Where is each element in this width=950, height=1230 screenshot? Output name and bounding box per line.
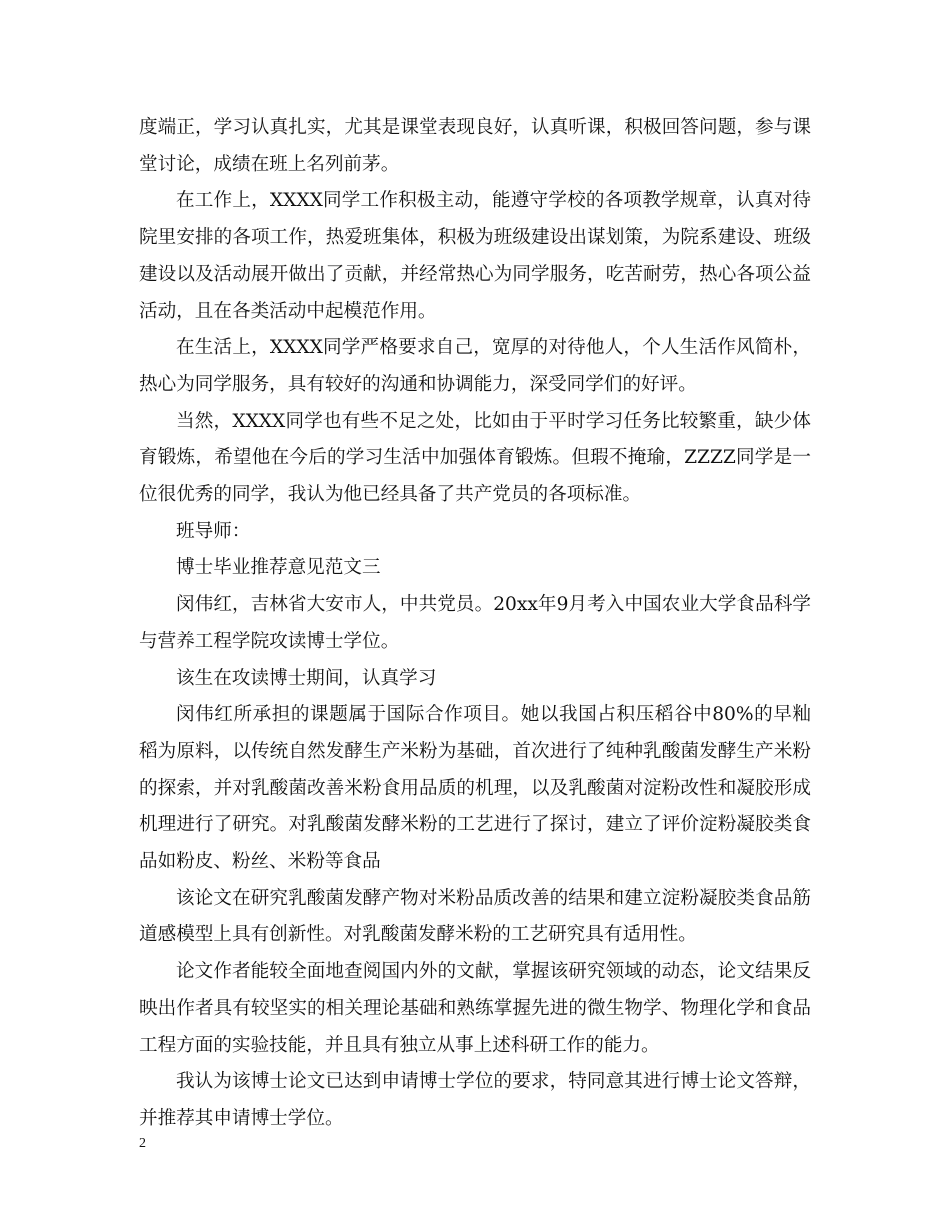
paragraph-2: 在工作上，XXXX同学工作积极主动，能遵守学校的各项教学规章，认真对待院里安排的各项工作，热爱班集体，积极为班级建设出谋划策，为院系建设、班级建设以及活动展开做出了贡献，并经常热心为同学服务，吃苦耐劳，热心各项公益活动，且在各类活动中起模范作用。 xyxy=(139,190,811,322)
paragraph-8: 该生在攻读博士期间，认真学习 xyxy=(176,667,437,689)
section-heading: 博士毕业推荐意见范文三 xyxy=(176,557,381,579)
paragraph-11: 论文作者能较全面地查阅国内外的文献，掌握该研究领域的动态，论文结果反映出作者具有较坚实的相关理论基础和熟练掌握先进的微生物学、物理化学和食品工程方面的实验技能，并且具有独立从事上述科研工作的能力。 xyxy=(139,961,811,1056)
document-body xyxy=(139,110,811,1138)
paragraph-5: 班导师： xyxy=(176,520,251,542)
paragraph-12: 我认为该博士论文已达到申请博士学位的要求，特同意其进行博士论文答辩，并推荐其申请博士学位。 xyxy=(139,1071,811,1129)
paragraph-4: 当然，XXXX同学也有些不足之处，比如由于平时学习任务比较繁重，缺少体育锻炼，希望他在今后的学习生活中加强体育锻炼。但瑕不掩瑜，ZZZZ同学是一位很优秀的同学，我认为他已经具备了共产党员的各项标准。 xyxy=(139,410,811,506)
page-number: 2 xyxy=(139,1136,146,1151)
paragraph-7: 闵伟红，吉林省大安市人，中共党员。20xx年9月考入中国农业大学食品科学与营养工程学院攻读博士学位。 xyxy=(139,594,811,652)
paragraph-9: 闵伟红所承担的课题属于国际合作项目。她以我国占积压稻谷中80%的早籼稻为原料，以传统自然发酵生产米粉为基础，首次进行了纯种乳酸菌发酵生产米粉的探索，并对乳酸菌改善米粉食用品质的机理，以及乳酸菌对淀粉改性和凝胶形成机理进行了研究。对乳酸菌发酵米粉的工艺进行了探讨，建立了评价淀粉凝胶类食品如粉皮、粉丝、米粉等食品 xyxy=(139,704,811,873)
paragraph-1: 度端正，学习认真扎实，尤其是课堂表现良好，认真听课，积极回答问题，参与课堂讨论，成绩在班上名列前茅。 xyxy=(139,117,811,175)
paragraph-10: 该论文在研究乳酸菌发酵产物对米粉品质改善的结果和建立淀粉凝胶类食品筋道感模型上具有创新性。对乳酸菌发酵米粉的工艺研究具有适用性。 xyxy=(139,887,811,946)
paragraph-3: 在生活上，XXXX同学严格要求自己，宽厚的对待他人，个人生活作风简朴，热心为同学服务，具有较好的沟通和协调能力，深受同学们的好评。 xyxy=(139,337,811,395)
